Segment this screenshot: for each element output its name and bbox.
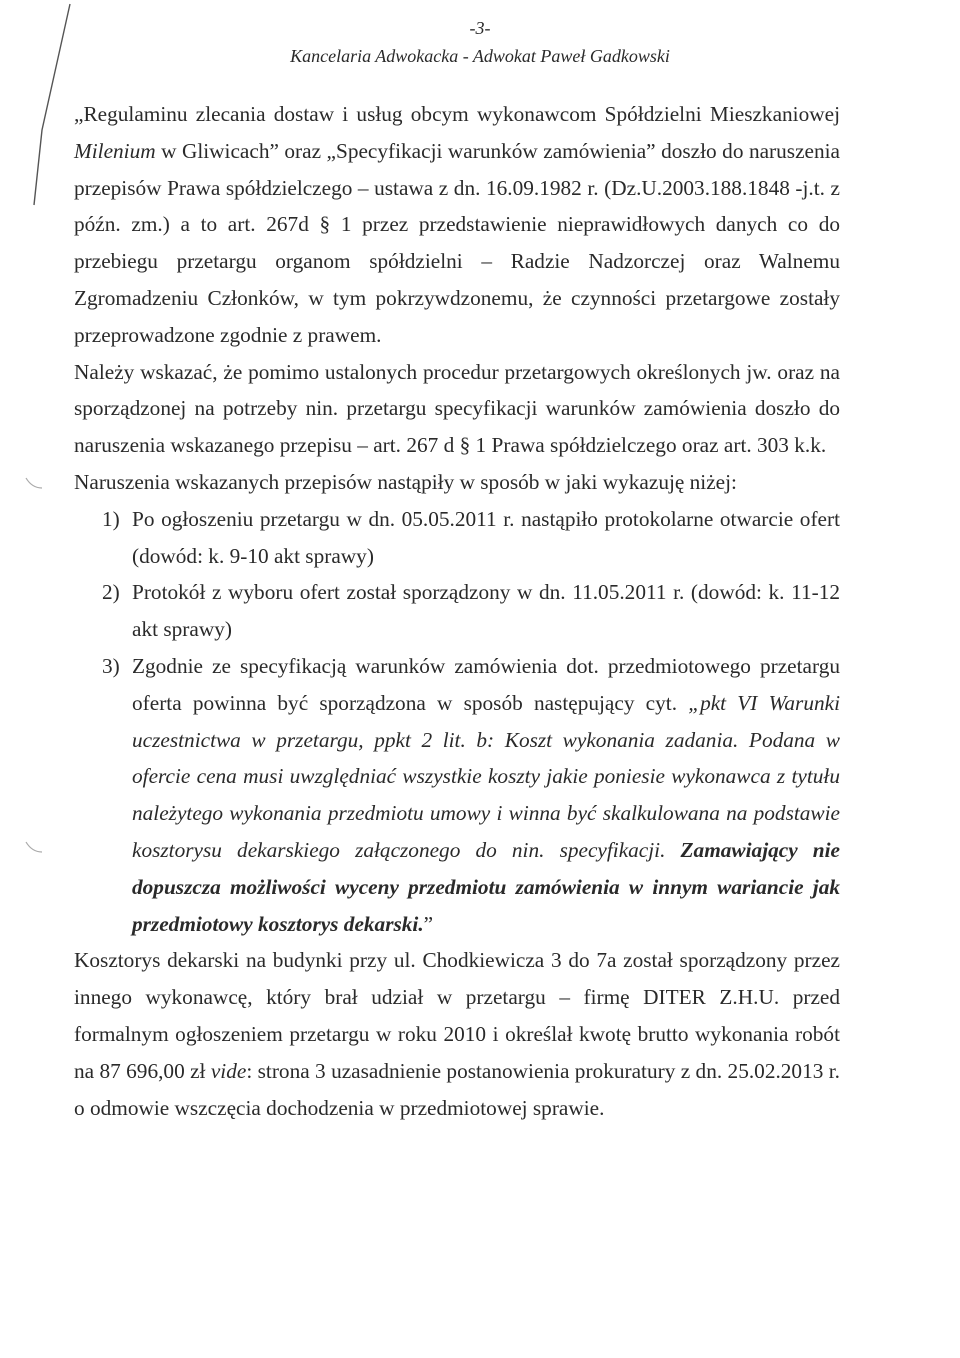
quote-bold: Zamawiający nie dopuszcza możliwości wyceny przedmiotu zamówienia w innym wariancie jak przedmiotowy kosztorys dekarski. xyxy=(132,837,840,936)
page-number: -3- xyxy=(469,18,491,38)
list-item: 1) Po ogłoszeniu przetargu w dn. 05.05.2011 r. nastąpiło protokolarne otwarcie ofert (dowód: k. 9-10 akt sprawy) xyxy=(102,506,840,568)
margin-mark xyxy=(24,474,44,494)
list-item: 3) Zgodnie ze specyfikacją warunków zamówienia dot. przedmiotowego przetargu oferta powinna być sporządzona w sposób następujący cyt. „pkt VI Warunki uczestnictwa w przetargu, ppkt 2 lit. b: Koszt wykonania zadania. Podana w ofercie cena musi uwzględniać wszystkie koszty jakie poniesie wykonawca z tytułu należytego wykonania przedmiotu umowy i winna być skalkulowana na podstawie kosztorysu dekarskiego załączonego do nin. specyfikacji. Zamawiający nie dopuszcza możliwości wyceny przedmiotu zamówienia w innym wariancie jak przedmiotowy kosztorys dekarski.” xyxy=(102,653,840,936)
letterhead: Kancelaria Adwokacka - Adwokat Paweł Gadkowski xyxy=(290,46,670,66)
paragraph-3: Naruszenia wskazanych przepisów nastąpiły w sposób w jaki wykazuję niżej: xyxy=(74,469,737,494)
quote-italic: „pkt VI Warunki uczestnictwa w przetargu, ppkt 2 lit. b: Koszt wykonania zadania. Podana w ofercie cena musi uwzględniać wszystkie koszty jakie poniesie wykonawca z tytułu należytego wykonania przedmiotu umowy i winna być skalkulowana na podstawie kosztorysu dekarskiego załączonego do nin. specyfikacji. xyxy=(132,690,840,862)
evidence-list xyxy=(74,501,840,943)
list-item: 2) Protokół z wyboru ofert został sporządzony w dn. 11.05.2011 r. (dowód: k. 11-12 akt sprawy) xyxy=(102,580,840,642)
document-body xyxy=(74,96,840,1126)
paragraph-1: „Regulaminu zlecania dostaw i usług obcym wykonawcom Spółdzielni Mieszkaniowej Milenium w Gliwicach” oraz „Specyfikacji warunków zamówienia” doszło do naruszenia przepisów Prawa spółdzielczego – ustawa z dn. 16.09.1982 r. (Dz.U.2003.188.1848 -j.t. z późn. zm.) a to art. 267d § 1 przez przedstawienie nieprawidłowych danych co do przebiegu przetargu organom spółdzielni – Radzie Nadzorczej oraz Walnemu Zgromadzeniu Członków, w tym pokrzywdzonemu, że czynności przetargowe zostały przeprowadzone zgodnie z prawem. xyxy=(74,102,840,347)
margin-mark xyxy=(24,838,44,858)
paragraph-4: Kosztorys dekarski na budynki przy ul. Chodkiewicza 3 do 7a został sporządzony przez innego wykonawcę, który brał udział w przetargu – firmę DITER Z.H.U. przed formalnym ogłoszeniem przetargu w roku 2010 i określał kwotę brutto wykonania robót na 87 696,00 zł vide: strona 3 uzasadnienie postanowienia prokuratury z dn. 25.02.2013 r. o odmowie wszczęcia dochodzenia w przedmiotowej sprawie. xyxy=(74,948,840,1120)
paragraph-2: Należy wskazać, że pomimo ustalonych procedur przetargowych określonych jw. oraz na sporządzonej na potrzeby nin. przetargu specyfikacji warunków zamówienia doszło do naruszenia wskazanego przepisu – art. 267 d § 1 Prawa spółdzielczego oraz art. 303 k.k. xyxy=(74,359,840,458)
